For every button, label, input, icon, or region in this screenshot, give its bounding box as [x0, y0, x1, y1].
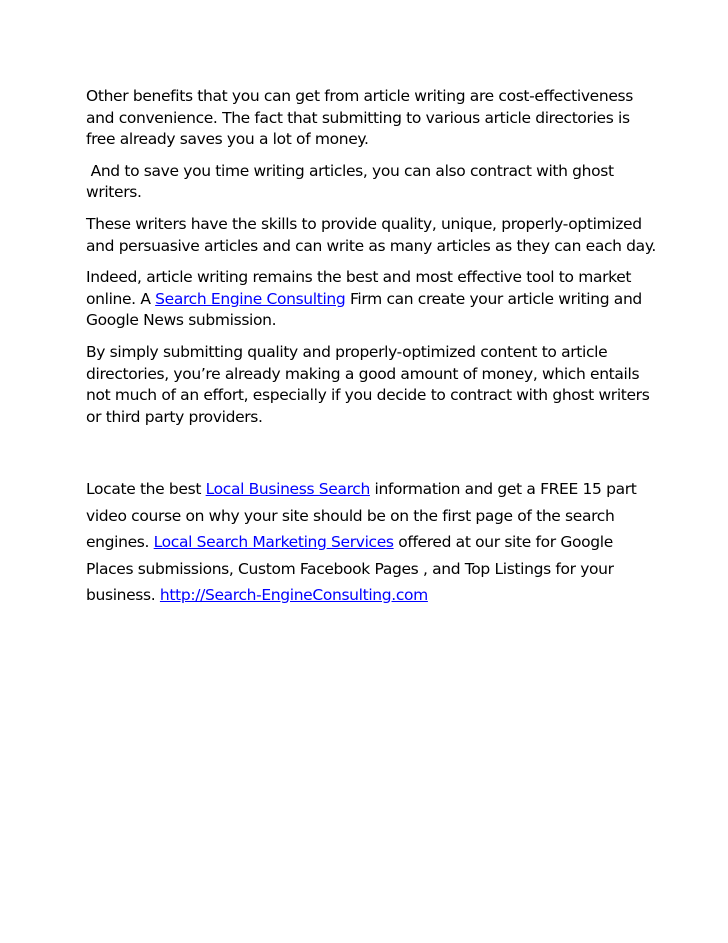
- paragraph-submitting-content: [86, 342, 656, 428]
- document-page: [86, 86, 656, 608]
- paragraph-tool-text-before: Indeed, article writing remains the best and most effective tool to market online. A: [86, 268, 636, 308]
- local-search-marketing-services-link[interactable]: Local Search Marketing Services: [153, 533, 394, 552]
- local-business-search-link[interactable]: Local Business Search: [205, 480, 370, 499]
- paragraph-article-writing-tool: [86, 267, 656, 332]
- paragraph-writers-skills-text: These writers have the skills to provide quality, unique, properly-optimized and persuasive articles and can write as many articles as they can each day.: [86, 214, 657, 255]
- paragraph-ghost-writers: [86, 161, 656, 204]
- paragraph-tool-text-after: Firm can create your article writing and Google News submission.: [86, 289, 647, 330]
- paragraph-benefits: [86, 86, 656, 151]
- paragraph-writers-skills: [86, 214, 656, 257]
- paragraph-ghost-writers-text: And to save you time writing articles, you can also contract with ghost writers.: [86, 161, 619, 202]
- search-engine-consulting-link[interactable]: Search Engine Consulting: [155, 289, 346, 308]
- footer-text-1: Locate the best: [86, 480, 206, 499]
- footer-promo-paragraph: [86, 476, 656, 608]
- footer-text-3: offered at our site for Google Places submissions, Custom Facebook Pages , and Top Listings for your business.: [86, 533, 619, 604]
- search-engine-consulting-url-link[interactable]: http://Search-EngineConsulting.com: [159, 585, 428, 604]
- footer-text-2: information and get a FREE 15 part video course on why your site should be on the first page of the search engines.: [86, 480, 642, 552]
- paragraph-submitting-content-text: By simply submitting quality and properly-optimized content to article directories, you’re already making a good amount of money, which entails not much of an effort, especially if you decide to contract with ghost writers or third party providers.: [86, 342, 650, 426]
- paragraph-benefits-text: Other benefits that you can get from article writing are cost-effectiveness and convenience. The fact that submitting to various article directories is free already saves you a lot of money.: [86, 87, 633, 149]
